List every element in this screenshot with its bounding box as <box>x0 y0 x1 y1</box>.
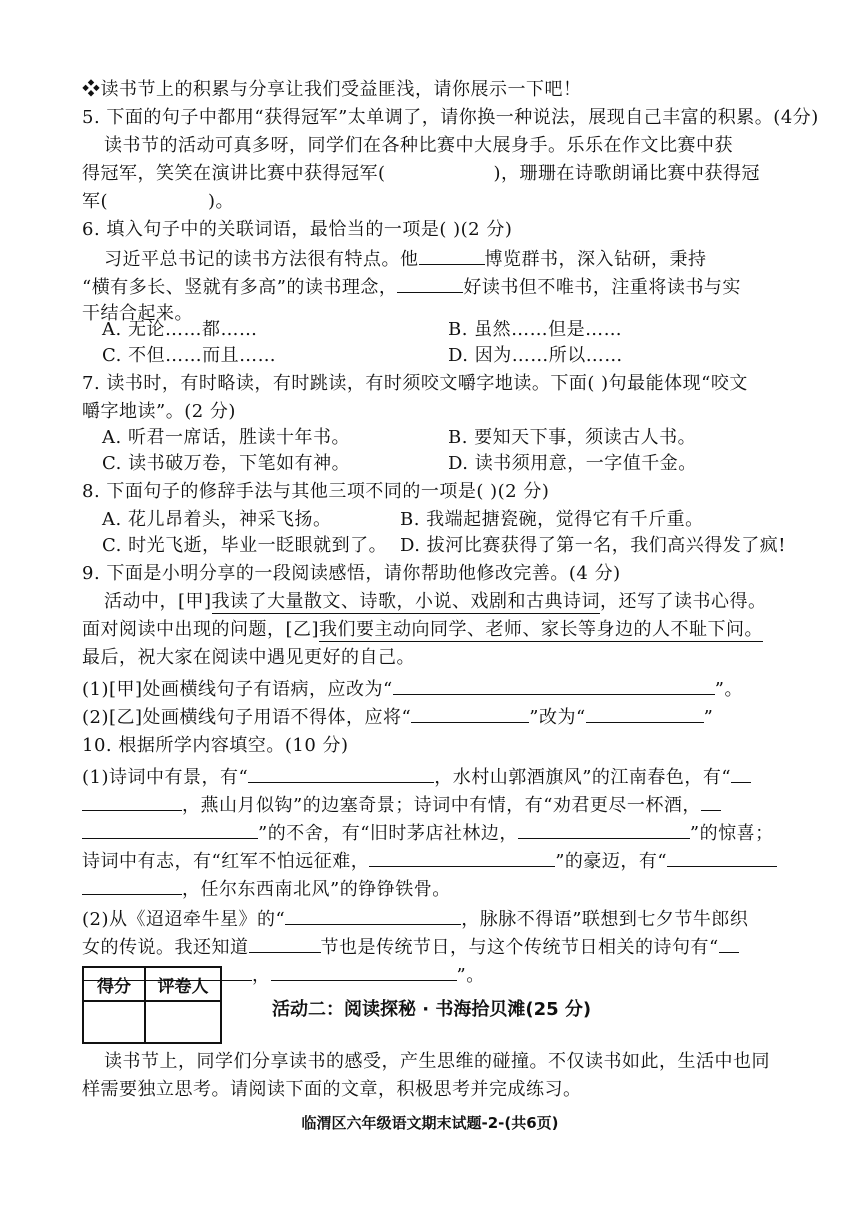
q10-text-f: 诗词中有志，有“红军不怕远征难， <box>82 851 370 872</box>
q10-blank-10[interactable] <box>271 960 457 981</box>
q7-option-c[interactable]: C. 读书破万卷，下笔如有神。 <box>102 453 351 474</box>
q5-passage-line3 <box>82 188 820 216</box>
q10-blank-2b[interactable] <box>82 790 182 811</box>
q9-sub2 <box>82 702 820 732</box>
q9-passage-line1 <box>104 588 820 616</box>
q8-option-b[interactable]: B. 我端起搪瓷碗，觉得它有千斤重。 <box>400 509 704 530</box>
q10-text-j: ，脉脉不得语”联想到七夕节牛郎织 <box>461 909 749 930</box>
q8-option-a[interactable]: A. 花儿昂着头，神采飞扬。 <box>102 509 332 530</box>
intro-line: ❖读书节上的积累与分享让我们受益匪浅，请你展示一下吧！ <box>82 79 582 100</box>
q10-blank-8[interactable] <box>249 932 321 953</box>
q5-text-b: )，珊珊在诗歌朗诵比赛中获得冠 <box>493 163 761 184</box>
q10-blank-7[interactable] <box>285 904 461 925</box>
q10-line4 <box>82 846 820 876</box>
q9-text-b: ，还写了读书心得。 <box>600 591 767 612</box>
q9-sub2-end: ” <box>703 707 714 728</box>
q9-sub1-text: (1)[甲]处画横线句子有语病，应改为“ <box>82 679 393 700</box>
q5-passage-line1: 读书节的活动可真多呀，同学们在各种比赛中大展身手。乐乐在作文比赛中获 <box>104 135 733 156</box>
q9-jia-underlined-sentence: 我读了大量散文、诗歌，小说、戏剧和古典诗词 <box>211 591 601 612</box>
q6-text-a: 习近平总书记的读书方法很有特点。他 <box>104 249 419 270</box>
q10-text-a: (1)诗词中有景，有“ <box>82 767 249 788</box>
q9-prompt: 9. 下面是小明分享的一段阅读感悟，请你帮助他修改完善。(4 分) <box>82 563 621 584</box>
score-box <box>82 966 222 1044</box>
q6-text-c: “横有多长、竖就有多高”的读书理念， <box>82 277 398 298</box>
q10-line3 <box>82 818 820 848</box>
q10-text-h: ，任尔东西南北风”的铮铮铁骨。 <box>182 879 451 900</box>
q7-options-row2 <box>82 450 820 478</box>
q10-blank-6a[interactable] <box>667 846 777 867</box>
q10-text-g: ”的豪迈，有“ <box>555 851 668 872</box>
q10-blank-1[interactable] <box>248 762 434 783</box>
q9-sub2-blank-2[interactable] <box>586 702 704 723</box>
q10-line2 <box>82 790 820 820</box>
q6-option-a[interactable]: A. 无论……都…… <box>102 319 258 340</box>
q7-prompt-line1: 7. 读书时，有时略读，有时跳读，有时须咬文嚼字地读。下面( )句最能体现“咬文 <box>82 373 748 394</box>
q9-text-c: 面对阅读中出现的问题，[乙] <box>82 619 320 640</box>
q7-options-row1 <box>82 424 820 452</box>
q10-text-l: 节也是传统节日，与这个传统节日相关的诗句有“ <box>320 937 719 958</box>
q6-passage-line1 <box>104 244 820 274</box>
q5-text-c: 军( <box>82 191 109 212</box>
q6-text-d: 好读书但不唯书，注重将读书与实 <box>463 277 741 298</box>
reading-intro-line1: 读书节上，同学们分享读书的感受，产生思维的碰撞。不仅读书如此，生活中也同 <box>104 1051 770 1072</box>
q6-passage-line2 <box>82 272 820 302</box>
q9-sub1-blank[interactable] <box>393 674 715 695</box>
q6-blank-1[interactable] <box>419 244 485 265</box>
q10-line5 <box>82 874 820 904</box>
page-footer: 临渭区六年级语文期末试题-2-(共6页) <box>301 1114 559 1132</box>
q6-prompt: 6. 填入句子中的关联词语，最恰当的一项是( )(2 分) <box>82 219 513 240</box>
q6-passage-line3: 干结合起来。 <box>82 303 193 324</box>
q10-text-d: ”的不舍，有“旧时茅店社林边， <box>258 823 518 844</box>
q10-line6 <box>82 904 820 934</box>
q8-prompt: 8. 下面句子的修辞手法与其他三项不同的一项是( )(2 分) <box>82 481 550 502</box>
q10-text-b: ，水村山郭酒旗风”的江南春色，有“ <box>434 767 732 788</box>
q10-blank-2a[interactable] <box>731 762 751 783</box>
q10-line7 <box>82 932 820 962</box>
score-cell[interactable] <box>83 1001 145 1043</box>
q7-option-b[interactable]: B. 要知天下事，须读古人书。 <box>448 427 697 448</box>
q7-prompt-line2: 嚼字地读”。(2 分) <box>82 401 236 422</box>
q5-text-d: )。 <box>208 191 235 212</box>
q9-sub1-end: ”。 <box>714 679 743 700</box>
q10-prompt: 10. 根据所学内容填空。(10 分) <box>82 735 349 756</box>
q10-blank-6b[interactable] <box>82 874 182 895</box>
q10-blank-9a[interactable] <box>719 932 739 953</box>
q10-blank-5[interactable] <box>369 846 555 867</box>
q7-option-d[interactable]: D. 读书须用意，一字值千金。 <box>448 453 697 474</box>
q10-text-c: ，燕山月似钩”的边塞奇景；诗词中有情，有“劝君更尽一杯酒， <box>182 795 701 816</box>
q10-text-n: ”。 <box>456 965 485 986</box>
q9-passage-line2 <box>82 616 820 644</box>
q10-line1 <box>82 762 820 792</box>
score-header: 得分 <box>83 967 145 1001</box>
grader-header: 评卷人 <box>145 967 221 1001</box>
activity2-title: 活动二：阅读探秘 · 书海拾贝滩(25 分) <box>272 999 592 1020</box>
q10-blank-3b[interactable] <box>82 818 258 839</box>
q9-sub1 <box>82 674 820 704</box>
q5-text-a: 得冠军，笑笑在演讲比赛中获得冠军( <box>82 163 386 184</box>
q9-yi-underlined-sentence: 我们要主动向同学、老师、家长等身边的人不耻下问。 <box>319 619 764 640</box>
q5-passage-line2 <box>82 160 820 188</box>
q6-option-c[interactable]: C. 不但……而且…… <box>102 345 277 366</box>
q7-option-a[interactable]: A. 听君一席话，胜读十年书。 <box>102 427 350 448</box>
q10-blank-4[interactable] <box>518 818 690 839</box>
q9-sub2-mid: ”改为“ <box>529 707 586 728</box>
q6-text-b: 博览群书，深入钻研，秉持 <box>484 249 707 270</box>
q10-text-m: ， <box>252 965 271 986</box>
q10-text-e: ”的惊喜； <box>689 823 774 844</box>
q6-option-d[interactable]: D. 因为……所以…… <box>448 345 623 366</box>
q6-options-row1 <box>82 316 820 344</box>
q9-passage-line3: 最后，祝大家在阅读中遇见更好的自己。 <box>82 647 415 668</box>
q5-prompt: 5. 下面的句子中都用“获得冠军”太单调了，请你换一种说法，展现自己丰富的积累。(4分) <box>82 107 819 128</box>
q6-blank-2[interactable] <box>397 272 463 293</box>
q6-option-b[interactable]: B. 虽然……但是…… <box>448 319 623 340</box>
q8-options-row1 <box>82 506 820 534</box>
q10-text-k: 女的传说。我还知道 <box>82 937 249 958</box>
q9-text-a: 活动中，[甲] <box>104 591 212 612</box>
q9-sub2-text: (2)[乙]处画横线句子用语不得体，应将“ <box>82 707 412 728</box>
reading-intro-line2: 样需要独立思考。请阅读下面的文章，积极思考并完成练习。 <box>82 1079 582 1100</box>
q8-options-row2 <box>82 532 820 560</box>
grader-cell[interactable] <box>145 1001 221 1043</box>
q9-sub2-blank-1[interactable] <box>411 702 529 723</box>
q10-text-i: (2)从《迢迢牵牛星》的“ <box>82 909 286 930</box>
q8-option-c[interactable]: C. 时光飞逝，毕业一眨眼就到了。 <box>102 535 388 556</box>
q8-option-d[interactable]: D. 拔河比赛获得了第一名，我们高兴得发了疯! <box>400 535 786 556</box>
q10-blank-3a[interactable] <box>701 790 721 811</box>
q6-options-row2 <box>82 342 820 370</box>
